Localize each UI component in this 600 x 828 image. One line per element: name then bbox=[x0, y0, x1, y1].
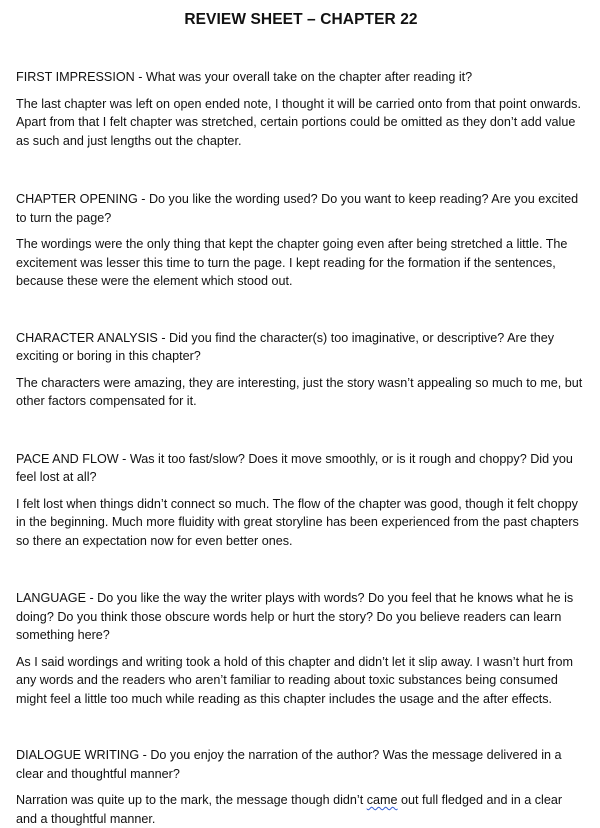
spelling-marked-word: came bbox=[366, 793, 398, 807]
question-character-analysis: CHARACTER ANALYSIS - Did you find the character(s) too imaginative, or descriptive? Are they exciting or boring in this chapter? bbox=[16, 330, 555, 363]
section-character-analysis bbox=[16, 329, 586, 411]
answer-first-impression: The last chapter was left on open ended note, I thought it will be carried onto from that point onwards. Apart from that I felt chapter was stretched, certain portions could be omitted as they don’t add value as such and just lengths out the chapter. bbox=[16, 96, 581, 148]
answer-dialogue-writing-part-2: out full fledged and in a clear and a thoughtful manner. bbox=[16, 793, 563, 826]
section-dialogue-writing bbox=[16, 746, 586, 828]
answer-chapter-opening: The wordings were the only thing that kept the chapter going even after being stretched a little. The excitement was lesser this time to turn the page. I kept reading for the formation if the sentences, because these were the element which stood out. bbox=[16, 237, 568, 288]
question-dialogue-writing: DIALOGUE WRITING - Do you enjoy the narration of the author? Was the message delivered in a clear and thoughtful manner? bbox=[16, 748, 562, 781]
section-language bbox=[16, 589, 586, 708]
page-title: REVIEW SHEET – CHAPTER 22 bbox=[184, 11, 418, 28]
question-language: LANGUAGE - Do you like the way the writer plays with words? Do you feel that he knows what he is doing? Do you think those obscure words help or hurt the story? Do you believe readers can learn something here? bbox=[16, 591, 574, 642]
question-first-impression: FIRST IMPRESSION - What was your overall take on the chapter after reading it? bbox=[16, 70, 473, 84]
answer-dialogue-writing bbox=[16, 791, 586, 828]
section-pace-and-flow bbox=[16, 450, 586, 551]
answer-dialogue-writing-part-1: Narration was quite up to the mark, the message though didn’t bbox=[16, 793, 367, 807]
question-pace-and-flow: PACE AND FLOW - Was it too fast/slow? Does it move smoothly, or is it rough and choppy? Did you feel lost at all? bbox=[16, 451, 573, 484]
answer-pace-and-flow: I felt lost when things didn’t connect so much. The flow of the chapter was good, though it felt choppy in the beginning. Much more fluidity with great storyline has been experienced from the past chapters so there an expectation now for even better ones. bbox=[16, 496, 579, 548]
question-chapter-opening: CHAPTER OPENING - Do you like the wording used? Do you want to keep reading? Are you excited to turn the page? bbox=[16, 192, 579, 225]
section-chapter-opening bbox=[16, 190, 586, 291]
section-first-impression bbox=[16, 68, 586, 150]
answer-character-analysis: The characters were amazing, they are interesting, just the story wasn’t appealing so much to me, but other factors compensated for it. bbox=[16, 375, 583, 408]
answer-language: As I said wordings and writing took a hold of this chapter and didn’t let it slip away. I wasn’t hurt from any words and the readers who aren’t familiar to reading about toxic substances being consumed might feel a little too much while reading as this chapter includes the usage and the after effects. bbox=[16, 654, 573, 706]
